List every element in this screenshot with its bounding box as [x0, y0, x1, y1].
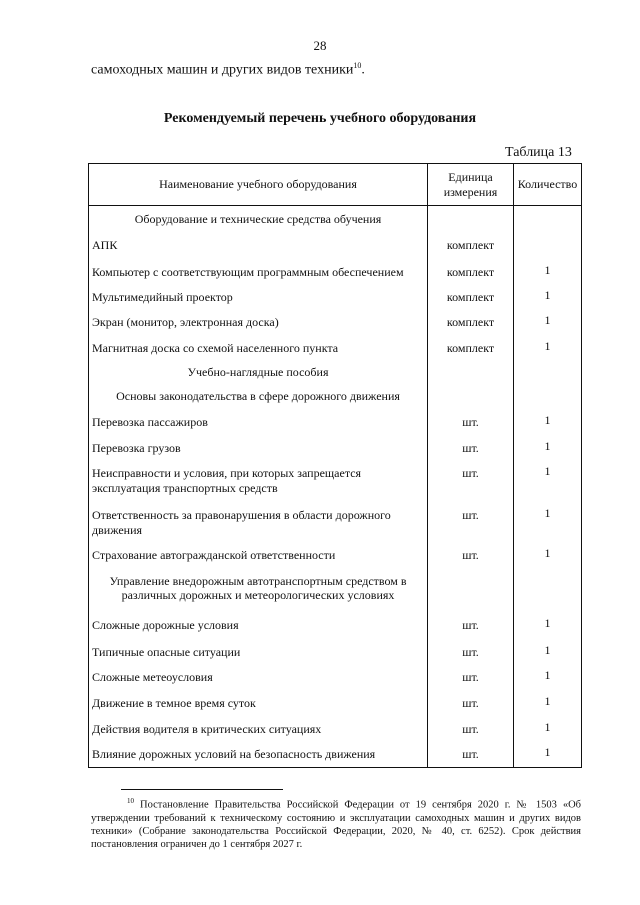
item-name: Сложные метеоусловия: [89, 664, 428, 690]
section-title: Учебно-наглядные пособия: [89, 359, 428, 383]
item-unit: шт.: [428, 690, 514, 716]
item-quantity: 1: [514, 542, 582, 568]
header-name: Наименование учебного оборудования: [89, 164, 428, 206]
section-qty-empty: [514, 206, 582, 232]
section-unit-empty: [428, 206, 514, 232]
item-name: Страхование автогражданской ответственности: [89, 542, 428, 568]
table-row: [89, 335, 582, 359]
equipment-table: [88, 163, 582, 768]
intro-end: .: [361, 62, 365, 78]
item-quantity: 1: [514, 502, 582, 542]
table-row: [89, 612, 582, 639]
table-row: [89, 309, 582, 335]
page-number: 28: [313, 38, 327, 53]
table-row: [89, 690, 582, 716]
section-heading: Рекомендуемый перечень учебного оборудования: [163, 111, 477, 126]
item-quantity: 1: [514, 741, 582, 768]
item-unit: шт.: [428, 639, 514, 664]
table-row: [89, 259, 582, 284]
item-unit: комплект: [428, 335, 514, 359]
item-name: Экран (монитор, электронная доска): [89, 309, 428, 335]
item-name: Действия водителя в критических ситуациях: [89, 716, 428, 741]
item-name: Перевозка грузов: [89, 435, 428, 460]
item-name: Движение в темное время суток: [89, 690, 428, 716]
section-title: Основы законодательства в сфере дорожного движения: [89, 383, 428, 409]
section-unit-empty: [428, 359, 514, 383]
footnote-reference[interactable]: 10: [353, 61, 362, 70]
section-title-row: [89, 383, 582, 409]
item-name: Ответственность за правонарушения в области дорожного движения: [89, 502, 428, 542]
item-unit: комплект: [428, 309, 514, 335]
item-unit: шт.: [428, 716, 514, 741]
section-title-row: [89, 206, 582, 232]
section-qty-empty: [514, 383, 582, 409]
item-unit: шт.: [428, 664, 514, 690]
section-qty-empty: [514, 359, 582, 383]
item-name: Компьютер с соответствующим программным обеспечением: [89, 259, 428, 284]
section-unit-empty: [428, 568, 514, 612]
table-label: Таблица 13: [505, 145, 572, 160]
item-name: Мультимедийный проектор: [89, 284, 428, 309]
footnote-mark: 10: [127, 797, 134, 805]
table-row: [89, 435, 582, 460]
item-name: АПК: [89, 232, 428, 259]
section-qty-empty: [514, 568, 582, 612]
item-quantity: 1: [514, 259, 582, 284]
table-row: [89, 639, 582, 664]
item-quantity: 1: [514, 612, 582, 639]
item-name: Влияние дорожных условий на безопасность движения: [89, 741, 428, 768]
item-unit: шт.: [428, 542, 514, 568]
item-quantity: 1: [514, 690, 582, 716]
section-title: Оборудование и технические средства обучения: [89, 206, 428, 232]
item-name: Сложные дорожные условия: [89, 612, 428, 639]
item-name: Типичные опасные ситуации: [89, 639, 428, 664]
item-unit: шт.: [428, 460, 514, 502]
table-row: [89, 741, 582, 768]
item-quantity: 1: [514, 309, 582, 335]
intro-text: самоходных машин и других видов техники: [91, 62, 354, 78]
item-unit: шт.: [428, 741, 514, 768]
item-name: Перевозка пассажиров: [89, 409, 428, 435]
item-quantity: 1: [514, 435, 582, 460]
item-quantity: [514, 232, 582, 259]
table-row: [89, 232, 582, 259]
item-name: Магнитная доска со схемой населенного пункта: [89, 335, 428, 359]
table-row: [89, 716, 582, 741]
table-row: [89, 502, 582, 542]
table-row: [89, 460, 582, 502]
footnote: [91, 795, 581, 851]
item-unit: комплект: [428, 232, 514, 259]
item-quantity: 1: [514, 716, 582, 741]
item-quantity: 1: [514, 460, 582, 502]
item-unit: шт.: [428, 435, 514, 460]
item-quantity: 1: [514, 335, 582, 359]
item-quantity: 1: [514, 284, 582, 309]
section-title: Управление внедорожным автотранспортным средством в различных дорожных и метеорологических условиях: [89, 568, 428, 612]
section-title-row: [89, 359, 582, 383]
section-title-row: [89, 568, 582, 612]
table-body: [89, 206, 582, 768]
item-quantity: 1: [514, 664, 582, 690]
item-unit: шт.: [428, 612, 514, 639]
footnote-divider: [121, 789, 283, 790]
table-row: [89, 664, 582, 690]
item-quantity: 1: [514, 639, 582, 664]
item-unit: комплект: [428, 284, 514, 309]
item-unit: комплект: [428, 259, 514, 284]
header-qty: Количество: [514, 164, 582, 206]
intro-line: [91, 61, 365, 79]
header-unit: Единица измерения: [428, 164, 514, 206]
table-row: [89, 542, 582, 568]
footnote-text: Постановление Правительства Российской Федерации от 19 сентября 2020 г. № 1503 «Об утверждении требований к техническому состоянию и эксплуатации самоходных машин и других видов техники» (Собрание законодательства Российской Федерации, 2020, № 40, ст. 6252). Срок действия постановления ограничен до 1 сентября 2027 г.: [91, 799, 581, 850]
table-header-row: [89, 164, 582, 206]
table-row: [89, 284, 582, 309]
item-unit: шт.: [428, 502, 514, 542]
item-name: Неисправности и условия, при которых запрещается эксплуатация транспортных средств: [89, 460, 428, 502]
item-unit: шт.: [428, 409, 514, 435]
table-row: [89, 409, 582, 435]
item-quantity: 1: [514, 409, 582, 435]
section-unit-empty: [428, 383, 514, 409]
